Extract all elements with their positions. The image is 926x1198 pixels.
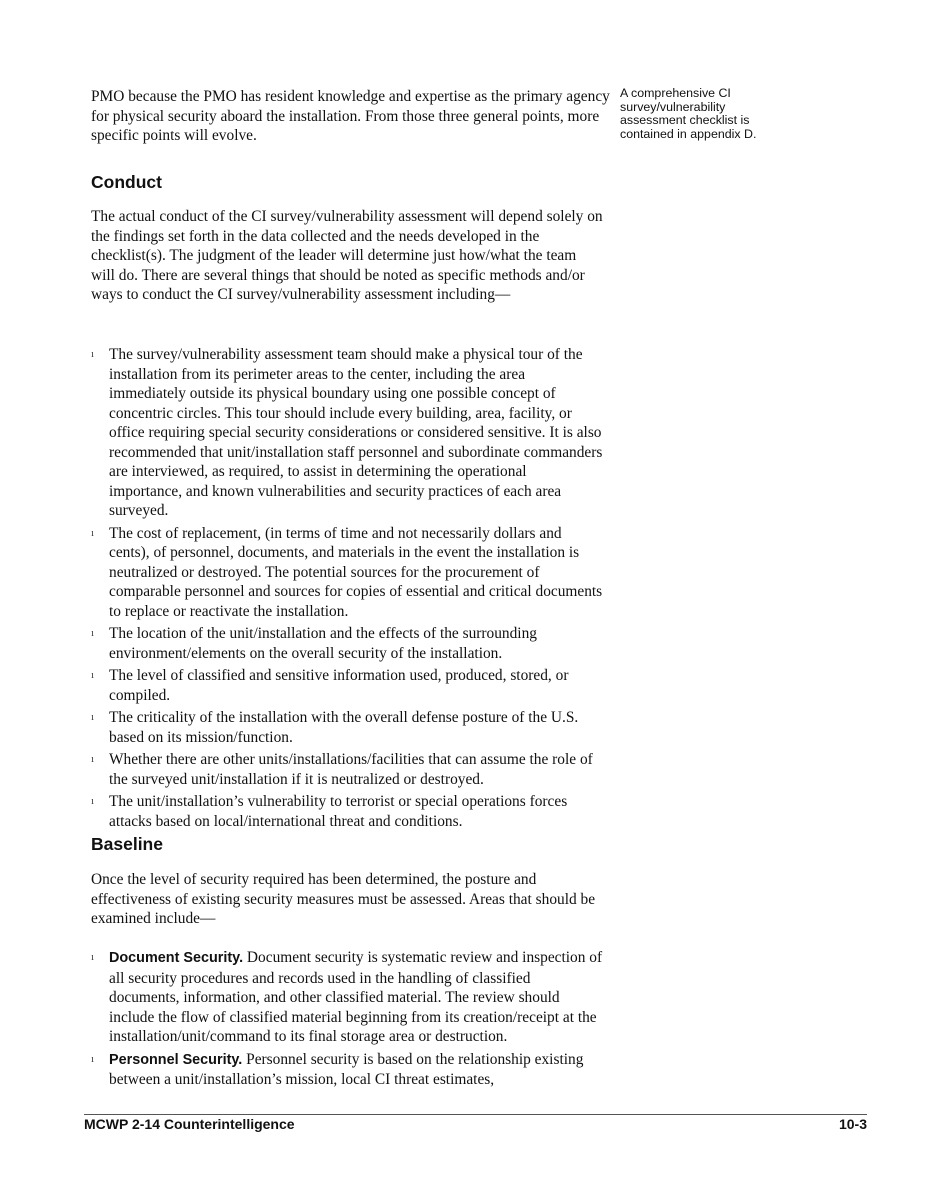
list-item-text: Personnel security is based on the relationship existing between a unit/installation’s mission, local CI threat estimates,: [109, 1050, 584, 1088]
list-item-text: Document security is systematic review and inspection of all security procedures and records used in the handling of classified documents, information, and other classified material. The review should include the flow of classified material beginning from its creation/receipt at the installation/unit/command to its final storage area or destruction.: [109, 949, 603, 1045]
conduct-heading: Conduct: [91, 172, 162, 192]
page-number: 10-3: [838, 1116, 867, 1132]
footer-title: MCWP 2-14 Counterintelligence: [84, 1116, 295, 1132]
list-item-lead: Personnel Security.: [109, 1051, 243, 1068]
list-item: [91, 666, 603, 705]
margin-note-line: assessment checklist is: [620, 113, 750, 128]
bullet-marker: ı: [91, 951, 95, 963]
list-item: [91, 1050, 603, 1090]
list-item: [91, 708, 603, 747]
footer-divider: [84, 1114, 867, 1115]
conduct-paragraph: The actual conduct of the CI survey/vulnerability assessment will depend solely on the findings set forth in the data collected and the needs developed in the checklist(s). The judgment of the leader will determine just how/what the team will do. There are several things that should be noted as specific methods and/or ways to conduct the CI survey/vulnerability assessment including—: [91, 208, 603, 303]
list-item-text: The location of the unit/installation and the effects of the surrounding environment/elements on the overall security of the installation.: [109, 625, 537, 662]
bullet-marker: ı: [91, 753, 95, 765]
list-item-text: The level of classified and sensitive information used, produced, stored, or compiled.: [109, 667, 569, 704]
baseline-paragraph: Once the level of security required has been determined, the posture and effectiveness of existing security measures must be assessed. Areas that should be examined include—: [91, 871, 596, 927]
conduct-bullet-list: [91, 345, 603, 834]
list-item-text: The survey/vulnerability assessment team should make a physical tour of the installation from its perimeter areas to the center, including the area immediately outside its physical boundary using one possible concept of concentric circles. This tour should include every building, area, facility, or office requiring special security considerations or considered sensitive. It is also recommended that unit/installation staff personnel and subordinate commanders are interviewed, as required, to assist in determining the operational importance, and known vulnerabilities and security practices of each area surveyed.: [109, 346, 603, 519]
bullet-marker: ı: [91, 711, 95, 723]
list-item-text: Whether there are other units/installations/facilities that can assume the role of the surveyed unit/installation if it is neutralized or destroyed.: [109, 751, 593, 788]
baseline-heading: Baseline: [91, 834, 163, 854]
list-item-text: The cost of replacement, (in terms of time and not necessarily dollars and cents), of personnel, documents, and materials in the event the installation is neutralized or destroyed. The potential sources for the procurement of comparable personnel and sources for copies of essential and critical documents to replace or reactivate the installation.: [109, 524, 603, 620]
list-item: [91, 345, 603, 521]
bullet-marker: ı: [91, 1052, 95, 1065]
list-item: [91, 624, 603, 663]
list-item-text: The unit/installation’s vulnerability to terrorist or special operations forces attacks based on local/international threat and conditions.: [109, 793, 568, 830]
margin-note-line: survey/vulnerability: [620, 99, 726, 114]
bullet-marker: ı: [91, 795, 95, 807]
margin-note-line: contained in appendix D.: [620, 126, 757, 141]
list-item: [91, 750, 603, 789]
list-item-text: The criticality of the installation with the overall defense posture of the U.S. based on its mission/function.: [109, 709, 579, 746]
bullet-marker: ı: [91, 526, 95, 539]
list-item: [91, 524, 603, 622]
list-item: [91, 948, 603, 1047]
bullet-marker: ı: [91, 348, 95, 360]
list-item-lead: Document Security.: [109, 950, 244, 966]
bullet-marker: ı: [91, 627, 95, 639]
margin-note-line: A comprehensive CI: [620, 86, 731, 100]
list-item: [91, 792, 603, 831]
margin-note: [620, 87, 790, 141]
bullet-marker: ı: [91, 669, 95, 681]
intro-paragraph: PMO because the PMO has resident knowledge and expertise as the primary agency for physical security aboard the installation. From those three general points, more specific points will evolve.: [91, 88, 610, 144]
baseline-bullet-list: [91, 948, 603, 1093]
